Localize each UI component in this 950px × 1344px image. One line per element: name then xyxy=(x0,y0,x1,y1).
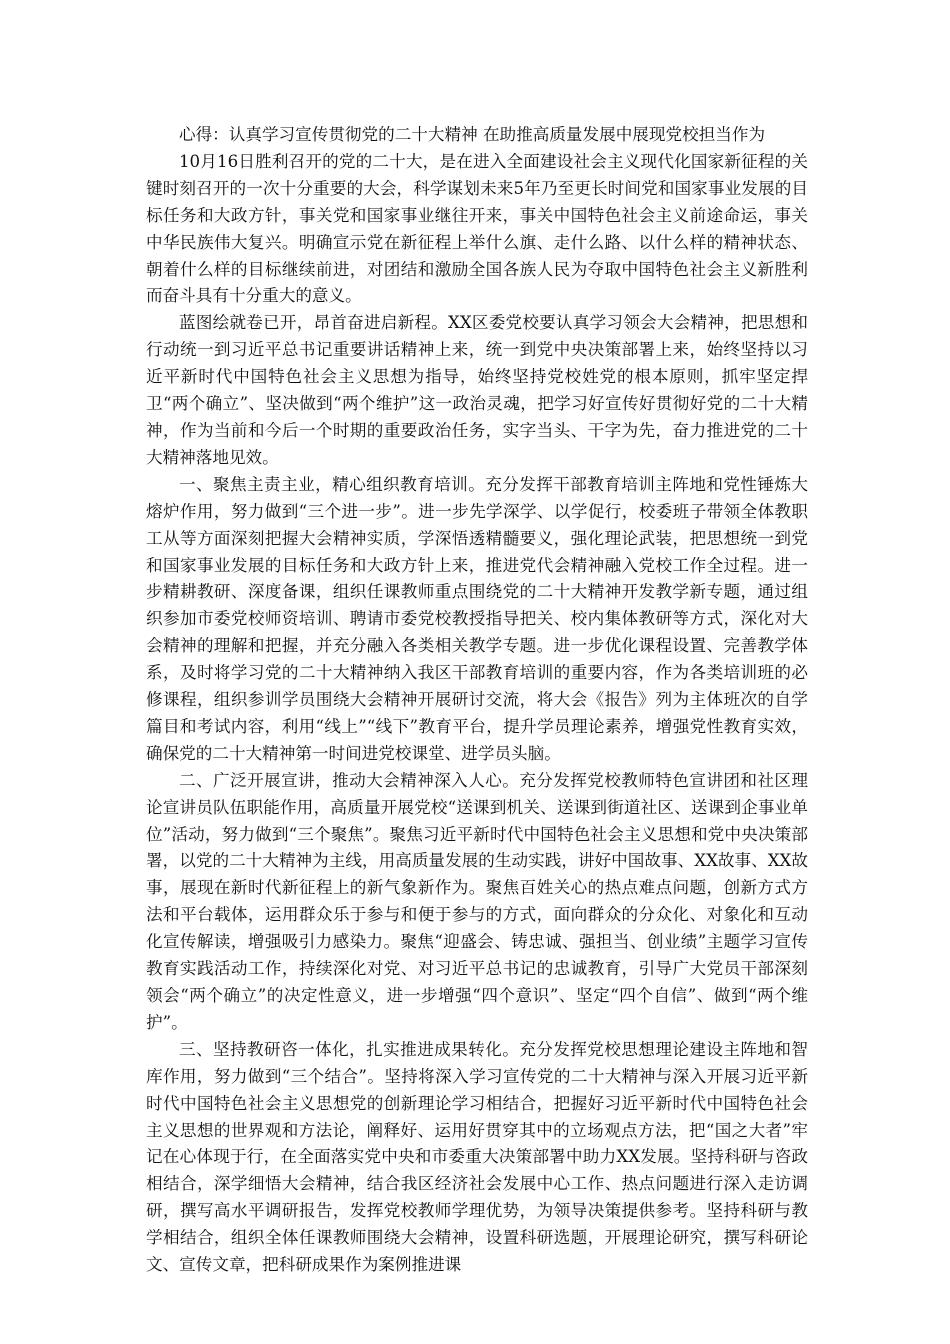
paragraph-section-three: 三、坚持教研咨一体化，扎实推进成果转化。充分发挥党校思想理论建设主阵地和智库作用，努力做到“三个结合”。坚持将深入学习宣传党的二十大精神与深入开展习近平新时代中国特色社会主义思想党的创新理论学习相结合，把握好习近平新时代中国特色社会主义思想的世界观和方法论，阐释好、运用好贯穿其中的立场观点方法，把“国之大者”牢记在心体现于行，在全面落实党中央和市委重大决策部署中助力XX发展。坚持科研与咨政相结合，深学细悟大会精神，结合我区经济社会发展中心工作、热点问题进行深入走访调研，撰写高水平调研报告，发挥党校教师学理优势，为领导决策提供参考。坚持科研与教学相结合，组织全体任课教师围绕大会精神，设置科研选题，开展理论研究，撰写科研论文、宣传文章，把科研成果作为案例推进课 xyxy=(146,1039,808,1275)
paragraph-intro: 10月16日胜利召开的党的二十大，是在进入全面建设社会主义现代化国家新征程的关键时刻召开的一次十分重要的大会，科学谋划未来5年乃至更长时间党和国家事业发展的目标任务和大政方针，事关党和国家事业继往开来，事关中国特色社会主义前途命运，事关中华民族伟大复兴。明确宣示党在新征程上举什么旗、走什么路、以什么样的精神状态、朝着什么样的目标继续前进，对团结和激励全国各族人民为夺取中国特色社会主义新胜利而奋斗具有十分重大的意义。 xyxy=(146,151,808,306)
document-title: 心得：认真学习宣传贯彻党的二十大精神 在助推高质量发展中展现党校担当作为 xyxy=(179,125,766,144)
document-page xyxy=(146,122,808,1279)
paragraph-section-two: 二、广泛开展宣讲，推动大会精神深入人心。充分发挥党校教师特色宣讲团和社区理论宣讲员队伍职能作用，高质量开展党校“送课到机关、送课到街道社区、送课到企事业单位”活动，努力做到“三个聚焦”。聚焦习近平新时代中国特色社会主义思想和党中央决策部署，以党的二十大精神为主线，用高质量发展的生动实践，讲好中国故事、XX故事、XX故事，展现在新时代新征程上的新气象新作为。聚焦百姓关心的热点难点问题，创新方式方法和平台载体，运用群众乐于参与和便于参与的方式，面向群众的分众化、对象化和互动化宣传解读，增强吸引力感染力。聚焦“迎盛会、铸忠诚、强担当、创业绩”主题学习宣传教育实践活动工作，持续深化对党、对习近平总书记的忠诚教育，引导广大党员干部深刻领会“两个确立”的决定性意义，进一步增强“四个意识”、坚定“四个自信”、做到“两个维护”。 xyxy=(146,770,808,1032)
paragraph-section-one: 一、聚焦主责主业，精心组织教育培训。充分发挥干部教育培训主阵地和党性锤炼大熔炉作用，努力做到“三个进一步”。进一步先学深学、以学促行，校委班子带领全体教职工从等方面深刻把握大会精神实质，学深悟透精髓要义，强化理论武装，把思想统一到党和国家事业发展的目标任务和大政方针上来，推进党代会精神融入党校工作全过程。进一步精耕教研、深度备课，组织任课教师重点围绕党的二十大精神开发教学新专题，通过组织参加市委党校师资培训、聘请市委党校教授指导把关、校内集体教研等方式，深化对大会精神的理解和把握，并充分融入各类相关教学专题。进一步优化课程设置、完善教学体系，及时将学习党的二十大精神纳入我区干部教育培训的重要内容，作为各类培训班的必修课程，组织参训学员围绕大会精神开展研讨交流，将大会《报告》列为主体班次的自学篇目和考试内容，利用“线上”“线下”教育平台，提升学员理论素养，增强党性教育实效，确保党的二十大精神第一时间进党校课堂、进学员头脑。 xyxy=(146,474,808,763)
paragraph-blueprint: 蓝图绘就卷已开，昂首奋进启新程。XX区委党校要认真学习领会大会精神，把思想和行动统一到习近平总书记重要讲话精神上来，统一到党中央决策部署上来，始终坚持以习近平新时代中国特色社会主义思想为指导，始终坚持党校姓党的根本原则，抓牢坚定捍卫“两个确立”、坚决做到“两个维护”这一政治灵魂，把学习好宣传好贯彻好党的二十大精神，作为当前和今后一个时期的重要政治任务，实字当头、干字为先，奋力推进党的二十大精神落地见效。 xyxy=(146,313,808,467)
